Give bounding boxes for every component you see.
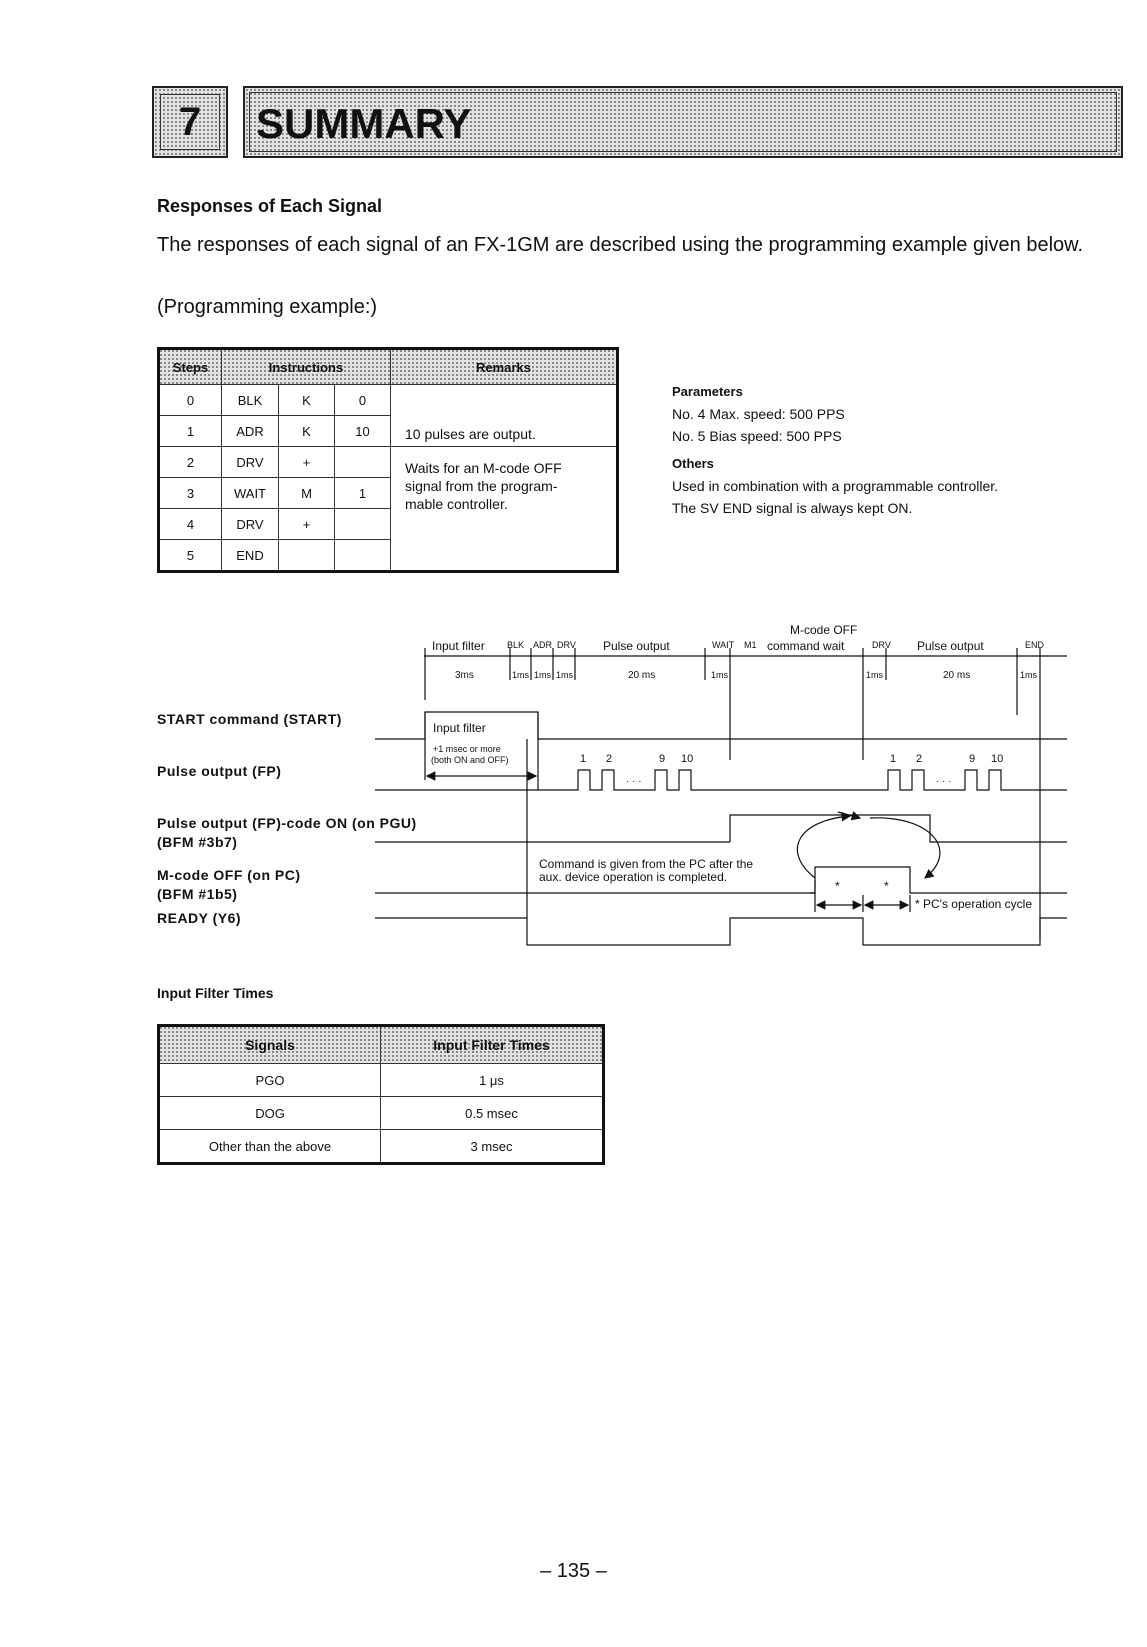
instr-cell: END <box>222 540 279 572</box>
step-cell: 1 <box>159 416 222 447</box>
label-wait: WAIT <box>712 640 735 650</box>
signal-cell: PGO <box>159 1064 381 1097</box>
label-blk: BLK <box>507 640 525 650</box>
label-input-filter: Input filter <box>432 639 485 653</box>
dur-20ms: 20 ms <box>943 670 971 681</box>
label-end: END <box>1025 640 1045 650</box>
star-mark: * <box>884 879 889 893</box>
label-command-wait: command wait <box>767 639 845 653</box>
others-heading: Others <box>672 456 714 471</box>
remark-pulses: 10 pulses are output. <box>405 426 536 442</box>
header-remarks: Remarks <box>391 349 618 385</box>
filter-times-heading: Input Filter Times <box>157 985 274 1001</box>
curve-arrow <box>797 816 850 878</box>
instr-cell: ADR <box>222 416 279 447</box>
pulse-number: 2 <box>916 753 923 765</box>
table-row <box>159 1064 604 1097</box>
label-pulse-output: Pulse output <box>603 639 670 653</box>
dur-3ms: 3ms <box>455 670 474 681</box>
instr-cell: DRV <box>222 447 279 478</box>
parameters-heading: Parameters <box>672 384 743 399</box>
pulse-number: 9 <box>969 753 976 765</box>
operand-cell: + <box>279 447 335 478</box>
pulse-number: 10 <box>681 753 694 765</box>
dur-1ms: 1ms <box>711 670 729 680</box>
filter-box-note2: (both ON and OFF) <box>431 755 509 765</box>
pulse-number: 1 <box>890 753 897 765</box>
page-number: – 135 – <box>540 1560 607 1582</box>
section-heading: Responses of Each Signal <box>157 196 383 216</box>
signal-cell: Other than the above <box>159 1130 381 1164</box>
operand-cell: 1 <box>335 478 391 509</box>
signal-cell: DOG <box>159 1097 381 1130</box>
time-cell: 1 μs <box>381 1064 604 1097</box>
label-drv: DRV <box>557 640 576 650</box>
operand-cell: K <box>279 385 335 416</box>
label-m1: M1 <box>744 640 757 650</box>
others-item: Used in combination with a programmable controller. <box>672 478 999 494</box>
operand-cell: K <box>279 416 335 447</box>
time-cell: 0.5 msec <box>381 1097 604 1130</box>
operand-cell: + <box>279 509 335 540</box>
filter-box-note1: +1 msec or more <box>433 744 501 754</box>
instr-cell: DRV <box>222 509 279 540</box>
pulse-output-waveform <box>375 770 1067 790</box>
chapter-number: 7 <box>160 94 220 150</box>
header-steps: Steps <box>159 349 222 385</box>
program-caption: (Programming example:) <box>157 296 378 318</box>
label-adr: ADR <box>533 640 553 650</box>
filter-table-header <box>159 1026 604 1064</box>
dur-1ms: 1ms <box>534 670 552 680</box>
mcode-off-pulse <box>810 867 1067 893</box>
table-row <box>159 1130 604 1164</box>
signal-label-mcode-off: M-code OFF (on PC) <box>157 867 301 883</box>
command-note-line2: aux. device operation is completed. <box>539 870 728 884</box>
instr-cell: BLK <box>222 385 279 416</box>
chapter-title: SUMMARY <box>249 92 1117 152</box>
pulse-number: 10 <box>991 753 1004 765</box>
signal-label-bfm-1b5: (BFM #1b5) <box>157 886 238 902</box>
step-cell: 2 <box>159 447 222 478</box>
pulse-dots: · · · <box>626 776 642 787</box>
signal-label-fp: Pulse output (FP) <box>157 763 282 779</box>
pulse-number: 2 <box>606 753 613 765</box>
header-signals: Signals <box>159 1026 381 1064</box>
operand-cell: M <box>279 478 335 509</box>
operand-cell: 10 <box>335 416 391 447</box>
signal-label-start: START command (START) <box>157 711 342 727</box>
step-cell: 0 <box>159 385 222 416</box>
star-mark: * <box>835 879 840 893</box>
time-cell: 3 msec <box>381 1130 604 1164</box>
filter-times-table <box>157 1024 605 1165</box>
dur-1ms: 1ms <box>866 670 884 680</box>
label-pulse-output-2: Pulse output <box>917 639 984 653</box>
dur-1ms: 1ms <box>512 670 530 680</box>
command-note-line1: Command is given from the PC after the <box>539 857 754 871</box>
header-input-filter-times: Input Filter Times <box>381 1026 604 1064</box>
dur-1ms: 1ms <box>1020 670 1038 680</box>
label-mcode-off: M-code OFF <box>790 623 858 637</box>
intro-paragraph: The responses of each signal of an FX-1GM are described using the programming example given below. <box>157 234 1084 256</box>
signal-label-fp-code: Pulse output (FP)-code ON (on PGU) <box>157 815 417 831</box>
dur-1ms: 1ms <box>556 670 574 680</box>
step-cell: 3 <box>159 478 222 509</box>
parameter-item: No. 4 Max. speed: 500 PPS <box>672 406 845 422</box>
remark-wait: Waits for an M-code OFF signal from the program-mable controller. <box>405 460 562 512</box>
header-instructions: Instructions <box>222 349 391 385</box>
step-cell: 4 <box>159 509 222 540</box>
parameter-item: No. 5 Bias speed: 500 PPS <box>672 428 842 444</box>
operand-cell: 0 <box>335 385 391 416</box>
pc-cycle-label: * PC's operation cycle <box>915 897 1033 911</box>
label-drv-2: DRV <box>872 640 891 650</box>
table-row <box>159 1097 604 1130</box>
pulse-number: 1 <box>580 753 587 765</box>
pulse-number: 9 <box>659 753 666 765</box>
instr-cell: WAIT <box>222 478 279 509</box>
step-cell: 5 <box>159 540 222 572</box>
filter-box-title: Input filter <box>433 721 486 735</box>
signal-label-ready: READY (Y6) <box>157 910 242 926</box>
dur-20ms: 20 ms <box>628 670 656 681</box>
pulse-dots: · · · <box>936 776 952 787</box>
ready-waveform <box>375 918 1067 945</box>
signal-label-bfm-3b7: (BFM #3b7) <box>157 834 238 850</box>
others-item: The SV END signal is always kept ON. <box>672 500 913 516</box>
